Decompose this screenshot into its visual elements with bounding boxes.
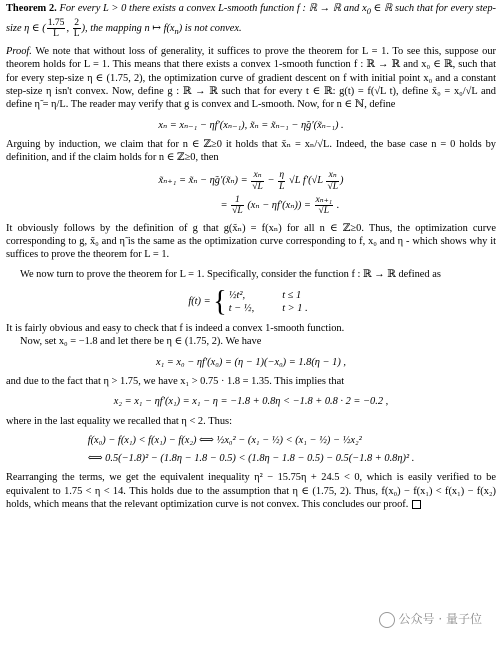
proof-paragraph-2: Arguing by induction, we claim that for n ∈ ℤ≥0 it holds that x̃ₙ = xₙ/√L. Indeed, the base case n = 0 holds by definition, and if the claim holds for n ∈ ℤ≥0, then	[6, 138, 496, 164]
proof-paragraph-3: It obviously follows by the definition of g that g(x̃ₙ) = f(xₙ) for all n ∈ ℤ≥0. Thus, the optimization curve corresponding to g, x̃₀ and η̃ is the same as the optimization curve corresponding to f, x₀ and η - which shows why it suffices to prove the theorem for L = 1.	[6, 222, 496, 261]
theorem-frac-lower: $\frac{1.75}{L}$	[47, 16, 65, 39]
proof-paragraph-6: Now, set x₀ = −1.8 and let there be η ∈ (1.75, 2). We have	[20, 336, 262, 348]
equation-convexity-line-1: f(x₀) − f(x₁) < f(x₁) − f(x₂) ⟺ ½x₀² − (x₁ − ½) < (x₁ − ½) − ½x₂²	[87, 434, 362, 446]
equation-induction-step	[6, 170, 496, 215]
proof-text-1: We note that without loss of generality, it suffices to prove the theorem for L = 1. To see this, suppose our theorem holds for L = 1. This means that there exists a convex 1-smooth function f : ℝ → ℝ and x₀ ∈ ℝ, such that for every step-size η ∈ (1.75, 2), the optimization curve of gradient descent on f with initial point x₀ and a constant step-size η isn't convex. Now, define g : ℝ → ℝ such that for every t ∈ ℝ: g(t) = f(√L t), define x̃₀ = x₀/√L and define η̃ = η/L. The reader may verify that g is convex and L-smooth. Now, for n ∈ ℕ, define	[6, 45, 496, 111]
theorem-text-a: For every L > 0 there exists a convex L-smooth function f : ℝ → ℝ and x	[59, 3, 367, 14]
proof-label: Proof.	[6, 45, 32, 57]
paper-page	[6, 2, 496, 511]
theorem-text-b: ∈ ℝ such that for every step-size η ∈ (	[6, 3, 496, 34]
theorem-text-d: ) is not convex.	[178, 22, 242, 34]
equation-x1: x₁ = x₀ − ηf′(x₀) = (η − 1)(−x₀) = 1.8(η − 1) ,	[155, 356, 347, 368]
equation-induction-line-2: = $\frac{1}{√L}$ (xₙ − ηf′(xₙ)) = $\frac{\text{xₙ₊₁}}{√L}$ .	[220, 193, 340, 216]
theorem-text-c: ), the mapping n ↦ f(x	[81, 22, 175, 34]
theorem-statement: Theorem 2. For every L > 0 there exists a convex L-smooth function f : ℝ → ℝ and $x_0$ ∈ ℝ such that for every step-size η ∈ ( $\frac{1.75}{L}$ , $\frac{2}{L}$ ), the mapping n ↦ $f(x_n)$ is not convex.	[6, 3, 496, 39]
equation-x2: x₂ = x₁ − ηf′(x₁) = x₁ − η = −1.8 + 0.8η < −1.8 + 0.8 · 2 = −0.2 ,	[113, 396, 389, 408]
proof-paragraph-9: Rearranging the terms, we get the equivalent inequality η² − 15.75η + 24.5 < 0, which is easily verified to be equivalent to 1.75 < η < 14. This holds due to the assumption that η ∈ (1.75, 2). Thus, f(x₀) − f(x₁) < f(x₁) − f(x₂) holds, which means that the relevant optimization curve is not convex. This concludes our proof.	[6, 472, 496, 511]
proof-paragraph-1	[6, 45, 496, 112]
equation-convexity-line-2: ⟺ 0.5(−1.8)² − (1.8η − 1.8 − 0.5) < (1.8η − 1.8 − 0.5) − 0.5(−1.8 + 0.8η)² .	[87, 453, 415, 465]
equation-piecewise-f: f(t) = { ½t², t ≤ 1 t − ½, t > 1 .	[188, 285, 308, 318]
theorem-label: Theorem 2.	[6, 3, 57, 14]
proof-paragraph-8: where in the last equality we recalled that η < 2. Thus:	[6, 415, 232, 427]
watermark-text: 公众号 · 量子位	[398, 612, 482, 627]
proof-paragraph-7: and due to the fact that η > 1.75, we have x₁ > 0.75 · 1.8 = 1.35. This implies that	[6, 375, 345, 387]
qed-symbol	[412, 500, 421, 509]
proof-paragraph-5: It is fairly obvious and easy to check that f is indeed a convex 1-smooth function.	[6, 322, 345, 334]
proof-paragraph-4: We now turn to prove the theorem for L = 1. Specifically, consider the function f : ℝ → ℝ defined as	[20, 268, 441, 280]
watermark	[379, 612, 482, 628]
wechat-logo-icon	[379, 612, 395, 628]
equation-convexity-check	[6, 434, 496, 466]
theorem-frac-upper: $\frac{2}{L}$	[73, 16, 80, 39]
equation-induction-line-1: x̃ₙ₊₁ = x̃ₙ − η̃g′(x̃ₙ) = $\frac{\text{xₙ}}{√L}$ − $\frac{\eta}{L}$ √L f′(√L $\frac{\text{xₙ}}{√L}$ )	[158, 169, 344, 192]
equation-gd-recursion: xₙ = xₙ₋₁ − ηf′(xₙ₋₁), x̃ₙ = x̃ₙ₋₁ − η̃g′(x̃ₙ₋₁) .	[158, 119, 344, 131]
